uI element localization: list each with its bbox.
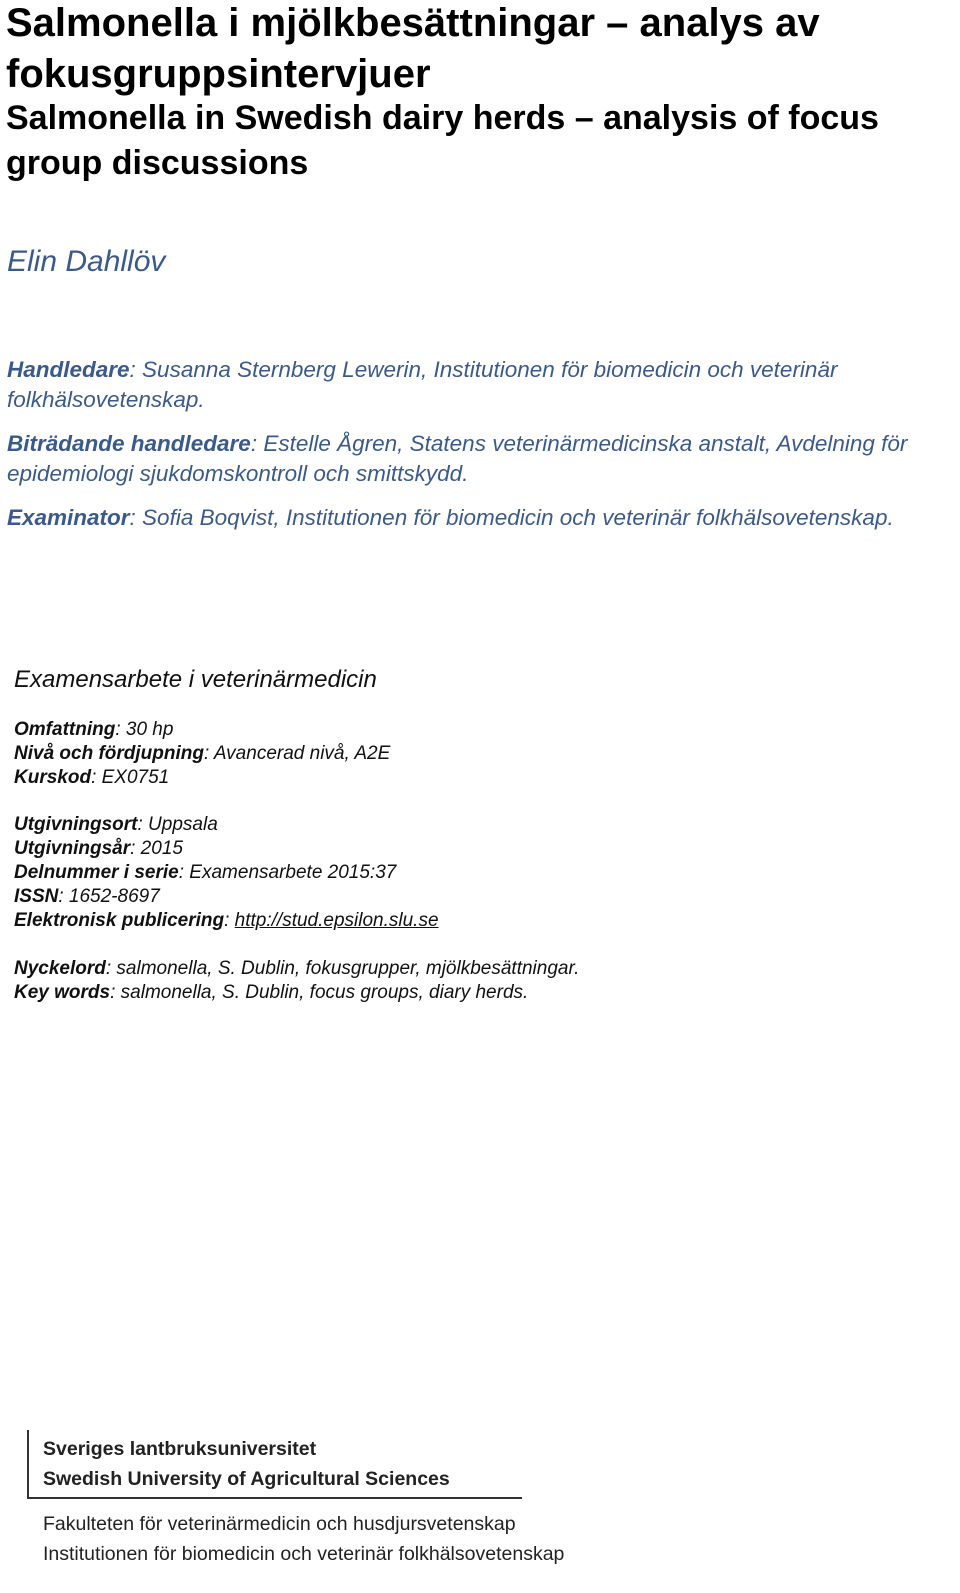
meta-delnummer-value: : Examensarbete 2015:37 bbox=[178, 862, 397, 883]
meta-utgivningsar-value: : 2015 bbox=[130, 838, 183, 859]
meta-keywords bbox=[14, 981, 528, 1005]
assistant-supervisor-line bbox=[7, 429, 952, 489]
publication-link[interactable]: http://stud.epsilon.slu.se bbox=[234, 910, 439, 931]
meta-utgivningsar-label: Utgivningsår bbox=[14, 838, 131, 859]
meta-utgivningsort-value: : Uppsala bbox=[137, 814, 218, 835]
meta-keywords-label: Key words bbox=[14, 982, 111, 1003]
supervisor-label: Handledare bbox=[7, 357, 130, 382]
meta-kurskod bbox=[14, 766, 169, 790]
supervisor-text: : Susanna Sternberg Lewerin, Institutionen för biomedicin och veterinär folkhälsovetenskap. bbox=[7, 357, 838, 412]
title-swedish: Salmonella i mjölkbesättningar – analys av fokusgruppsintervjuer bbox=[6, 1, 820, 96]
meta-elektronisk-label: Elektronisk publicering bbox=[14, 910, 225, 931]
thesis-type: Examensarbete i veterinärmedicin bbox=[14, 666, 377, 693]
university-name-swedish: Sveriges lantbruksuniversitet bbox=[43, 1438, 317, 1460]
meta-elektronisk bbox=[14, 909, 439, 933]
examiner-text: : Sofia Boqvist, Institutionen för biomedicin och veterinär folkhälsovetenskap. bbox=[129, 505, 894, 530]
faculty-name: Fakulteten för veterinärmedicin och husdjursvetenskap bbox=[43, 1513, 516, 1535]
meta-omfattning-value: : 30 hp bbox=[115, 719, 174, 740]
university-name-english: Swedish University of Agricultural Sciences bbox=[43, 1468, 450, 1490]
meta-omfattning-label: Omfattning bbox=[14, 719, 116, 740]
meta-niva-label: Nivå och fördjupning bbox=[14, 743, 204, 764]
meta-kurskod-label: Kurskod bbox=[14, 767, 92, 788]
meta-utgivningsort bbox=[14, 813, 218, 837]
meta-elektronisk-sep: : bbox=[224, 910, 235, 931]
author-name: Elin Dahllöv bbox=[7, 245, 166, 278]
meta-omfattning bbox=[14, 718, 173, 742]
meta-utgivningsort-label: Utgivningsort bbox=[14, 814, 138, 835]
supervisor-line bbox=[7, 355, 952, 415]
meta-nyckelord-label: Nyckelord bbox=[14, 958, 106, 979]
meta-delnummer-label: Delnummer i serie bbox=[14, 862, 179, 883]
meta-nyckelord bbox=[14, 957, 579, 981]
assistant-supervisor-label: Biträdande handledare bbox=[7, 431, 251, 456]
meta-issn-value: : 1652-8697 bbox=[58, 886, 160, 907]
meta-kurskod-value: : EX0751 bbox=[91, 767, 170, 788]
footer-vertical-rule bbox=[27, 1430, 29, 1499]
meta-delnummer bbox=[14, 861, 396, 885]
title-english: Salmonella in Swedish dairy herds – analysis of focus group discussions bbox=[6, 99, 879, 182]
examiner-line bbox=[7, 503, 952, 533]
assistant-supervisor-text: : Estelle Ågren, Statens veterinärmedicinska anstalt, Avdelning för epidemiologi sjukdomskontroll och smittskydd. bbox=[7, 431, 908, 486]
meta-niva-value: : Avancerad nivå, A2E bbox=[204, 743, 391, 764]
meta-nyckelord-value: : salmonella, S. Dublin, fokusgrupper, mjölkbesättningar. bbox=[105, 958, 580, 979]
meta-keywords-value: : salmonella, S. Dublin, focus groups, diary herds. bbox=[110, 982, 529, 1003]
examiner-label: Examinator bbox=[7, 505, 130, 530]
meta-utgivningsar bbox=[14, 837, 183, 861]
meta-niva bbox=[14, 742, 390, 766]
footer-horizontal-rule bbox=[27, 1497, 522, 1499]
meta-issn bbox=[14, 885, 160, 909]
university-footer bbox=[27, 1430, 627, 1590]
department-name: Institutionen för biomedicin och veterinär folkhälsovetenskap bbox=[43, 1543, 565, 1565]
meta-issn-label: ISSN bbox=[14, 886, 59, 907]
